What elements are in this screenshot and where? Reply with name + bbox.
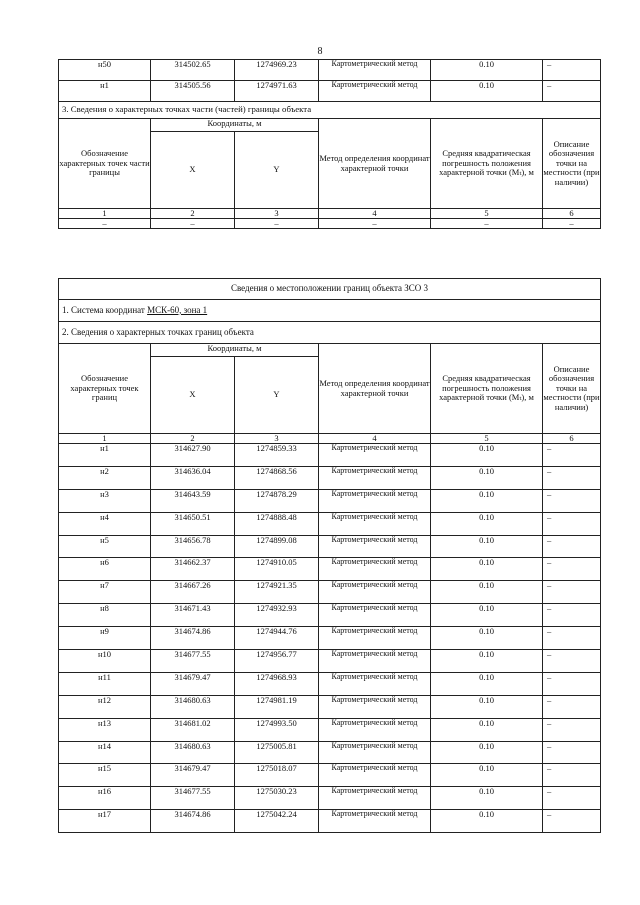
- accuracy-cell: 0.10: [431, 466, 543, 489]
- accuracy-cell: 0.10: [431, 718, 543, 741]
- x-cell: 314643.59: [151, 489, 235, 512]
- accuracy-cell: 0.10: [431, 695, 543, 718]
- top-table: [58, 59, 601, 229]
- header-accuracy: Средняя квадратическая погрешность положения характерной точки (Mₜ), м: [431, 344, 543, 434]
- header-x: X: [151, 357, 235, 434]
- header-point: Обозначение характерных точек границ: [59, 344, 151, 434]
- method-cell: Картометрический метод: [319, 787, 431, 810]
- column-numbers-row: [59, 209, 601, 219]
- y-cell: 1274868.56: [235, 466, 319, 489]
- accuracy-cell: 0.10: [431, 787, 543, 810]
- zso3-rows: [59, 444, 601, 833]
- col-number: 3: [235, 434, 319, 444]
- col-number: 6: [543, 209, 601, 219]
- point-cell: н1: [59, 444, 151, 467]
- accuracy-cell: 0.10: [431, 672, 543, 695]
- y-cell: 1274968.93: [235, 672, 319, 695]
- point-cell: н16: [59, 787, 151, 810]
- table-row: [59, 650, 601, 673]
- table-row: [59, 695, 601, 718]
- method-cell: Картометрический метод: [319, 810, 431, 833]
- header-desc: Описание обозначения точки на местности (при наличии): [543, 119, 601, 209]
- accuracy-cell: 0.10: [431, 764, 543, 787]
- desc-cell: –: [543, 535, 601, 558]
- desc-cell: –: [543, 604, 601, 627]
- point-cell: н8: [59, 604, 151, 627]
- y-cell: 1274969.23: [235, 60, 319, 81]
- coord-system-label: 1. Система координат: [62, 304, 148, 315]
- method-cell: Картометрический метод: [319, 81, 431, 102]
- accuracy-cell: 0.10: [431, 581, 543, 604]
- col-number: 4: [319, 209, 431, 219]
- table-row: [59, 558, 601, 581]
- desc-cell: –: [543, 489, 601, 512]
- point-cell: н12: [59, 695, 151, 718]
- y-cell: 1274993.50: [235, 718, 319, 741]
- y-cell: 1274878.29: [235, 489, 319, 512]
- point-cell: н10: [59, 650, 151, 673]
- dash-cell: –: [235, 219, 319, 229]
- accuracy-cell: 0.10: [431, 627, 543, 650]
- method-cell: Картометрический метод: [319, 741, 431, 764]
- point-cell: н13: [59, 718, 151, 741]
- desc-cell: –: [543, 764, 601, 787]
- zso3-table: [58, 278, 601, 833]
- method-cell: Картометрический метод: [319, 764, 431, 787]
- x-cell: 314679.47: [151, 764, 235, 787]
- y-cell: 1274971.63: [235, 81, 319, 102]
- table-row: [59, 764, 601, 787]
- method-cell: Картометрический метод: [319, 581, 431, 604]
- point-cell: н7: [59, 581, 151, 604]
- accuracy-cell: 0.10: [431, 60, 543, 81]
- y-cell: 1274981.19: [235, 695, 319, 718]
- method-cell: Картометрический метод: [319, 60, 431, 81]
- accuracy-cell: 0.10: [431, 535, 543, 558]
- method-cell: Картометрический метод: [319, 558, 431, 581]
- col-number: 2: [151, 209, 235, 219]
- y-cell: 1275030.23: [235, 787, 319, 810]
- x-cell: 314650.51: [151, 512, 235, 535]
- x-cell: 314662.37: [151, 558, 235, 581]
- table-row: [59, 787, 601, 810]
- y-cell: 1275042.24: [235, 810, 319, 833]
- desc-cell: –: [543, 60, 601, 81]
- header-accuracy: Средняя квадратическая погрешность положения характерной точки (Mₜ), м: [431, 119, 543, 209]
- table-row: [59, 60, 601, 81]
- desc-cell: –: [543, 810, 601, 833]
- table-row: [59, 444, 601, 467]
- dash-cell: –: [319, 219, 431, 229]
- accuracy-cell: 0.10: [431, 512, 543, 535]
- y-cell: 1274888.48: [235, 512, 319, 535]
- dash-cell: –: [151, 219, 235, 229]
- dash-cell: –: [431, 219, 543, 229]
- table-row: [59, 81, 601, 102]
- table-row: [59, 741, 601, 764]
- point-cell: н3: [59, 489, 151, 512]
- desc-cell: –: [543, 512, 601, 535]
- method-cell: Картометрический метод: [319, 604, 431, 627]
- col-number: 3: [235, 209, 319, 219]
- point-cell: н2: [59, 466, 151, 489]
- desc-cell: –: [543, 695, 601, 718]
- desc-cell: –: [543, 466, 601, 489]
- y-cell: 1274899.08: [235, 535, 319, 558]
- method-cell: Картометрический метод: [319, 512, 431, 535]
- point-cell: н5: [59, 535, 151, 558]
- x-cell: 314656.78: [151, 535, 235, 558]
- header-coords: Координаты, м: [151, 119, 319, 132]
- x-cell: 314679.47: [151, 672, 235, 695]
- table-row: [59, 672, 601, 695]
- header-y: Y: [235, 132, 319, 209]
- header-method: Метод определения координат характерной точки: [319, 119, 431, 209]
- desc-cell: –: [543, 581, 601, 604]
- accuracy-cell: 0.10: [431, 650, 543, 673]
- zso3-title: Сведения о местоположении границ объекта ЗСО 3: [59, 279, 601, 300]
- point-cell: н1: [59, 81, 151, 102]
- point-cell: н4: [59, 512, 151, 535]
- method-cell: Картометрический метод: [319, 444, 431, 467]
- desc-cell: –: [543, 718, 601, 741]
- x-cell: 314636.04: [151, 466, 235, 489]
- y-cell: 1274944.76: [235, 627, 319, 650]
- x-cell: 314681.02: [151, 718, 235, 741]
- table-row: [59, 604, 601, 627]
- accuracy-cell: 0.10: [431, 81, 543, 102]
- method-cell: Картометрический метод: [319, 718, 431, 741]
- point-cell: н15: [59, 764, 151, 787]
- table-row: [59, 627, 601, 650]
- accuracy-cell: 0.10: [431, 489, 543, 512]
- method-cell: Картометрический метод: [319, 466, 431, 489]
- desc-cell: –: [543, 650, 601, 673]
- coord-system-value: МСК-60, зона 1: [147, 304, 208, 315]
- col-number: 5: [431, 434, 543, 444]
- accuracy-cell: 0.10: [431, 604, 543, 627]
- prev-rows: [59, 60, 601, 102]
- y-cell: 1274932.93: [235, 604, 319, 627]
- header-x: X: [151, 132, 235, 209]
- x-cell: 314674.86: [151, 627, 235, 650]
- x-cell: 314680.63: [151, 695, 235, 718]
- point-cell: н9: [59, 627, 151, 650]
- y-cell: 1275005.81: [235, 741, 319, 764]
- accuracy-cell: 0.10: [431, 444, 543, 467]
- x-cell: 314627.90: [151, 444, 235, 467]
- x-cell: 314680.63: [151, 741, 235, 764]
- y-cell: 1274921.35: [235, 581, 319, 604]
- header-y: Y: [235, 357, 319, 434]
- x-cell: 314671.43: [151, 604, 235, 627]
- point-cell: н50: [59, 60, 151, 81]
- table-row: [59, 810, 601, 833]
- dash-cell: –: [59, 219, 151, 229]
- col-number: 4: [319, 434, 431, 444]
- desc-cell: –: [543, 672, 601, 695]
- y-cell: 1275018.07: [235, 764, 319, 787]
- col-number: 1: [59, 434, 151, 444]
- point-cell: н17: [59, 810, 151, 833]
- section-2-title: 2. Сведения о характерных точках границ объекта: [59, 322, 601, 344]
- table-row: [59, 581, 601, 604]
- desc-cell: –: [543, 787, 601, 810]
- section-3-title: 3. Сведения о характерных точках части (частей) границы объекта: [59, 102, 601, 119]
- method-cell: Картометрический метод: [319, 672, 431, 695]
- point-cell: н11: [59, 672, 151, 695]
- desc-cell: –: [543, 81, 601, 102]
- y-cell: 1274859.33: [235, 444, 319, 467]
- table-row: [59, 489, 601, 512]
- header-desc: Описание обозначения точки на местности (при наличии): [543, 344, 601, 434]
- point-cell: н6: [59, 558, 151, 581]
- header-coords: Координаты, м: [151, 344, 319, 357]
- accuracy-cell: 0.10: [431, 741, 543, 764]
- col-number: 2: [151, 434, 235, 444]
- desc-cell: –: [543, 558, 601, 581]
- x-cell: 314677.55: [151, 787, 235, 810]
- x-cell: 314505.56: [151, 81, 235, 102]
- empty-dash-row: [59, 219, 601, 229]
- coord-system: [59, 300, 601, 322]
- table-row: [59, 512, 601, 535]
- dash-cell: –: [543, 219, 601, 229]
- table-row: [59, 718, 601, 741]
- method-cell: Картометрический метод: [319, 695, 431, 718]
- method-cell: Картометрический метод: [319, 535, 431, 558]
- table-row: [59, 535, 601, 558]
- col-number: 6: [543, 434, 601, 444]
- x-cell: 314502.65: [151, 60, 235, 81]
- y-cell: 1274910.05: [235, 558, 319, 581]
- x-cell: 314667.26: [151, 581, 235, 604]
- x-cell: 314674.86: [151, 810, 235, 833]
- method-cell: Картометрический метод: [319, 650, 431, 673]
- desc-cell: –: [543, 627, 601, 650]
- column-numbers-row: [59, 434, 601, 444]
- col-number: 5: [431, 209, 543, 219]
- accuracy-cell: 0.10: [431, 558, 543, 581]
- point-cell: н14: [59, 741, 151, 764]
- method-cell: Картометрический метод: [319, 627, 431, 650]
- header-method: Метод определения координат характерной точки: [319, 344, 431, 434]
- page-number: 8: [317, 46, 323, 57]
- header-point: Обозначение характерных точек части границы: [59, 119, 151, 209]
- col-number: 1: [59, 209, 151, 219]
- desc-cell: –: [543, 444, 601, 467]
- desc-cell: –: [543, 741, 601, 764]
- y-cell: 1274956.77: [235, 650, 319, 673]
- table-row: [59, 466, 601, 489]
- method-cell: Картометрический метод: [319, 489, 431, 512]
- accuracy-cell: 0.10: [431, 810, 543, 833]
- x-cell: 314677.55: [151, 650, 235, 673]
